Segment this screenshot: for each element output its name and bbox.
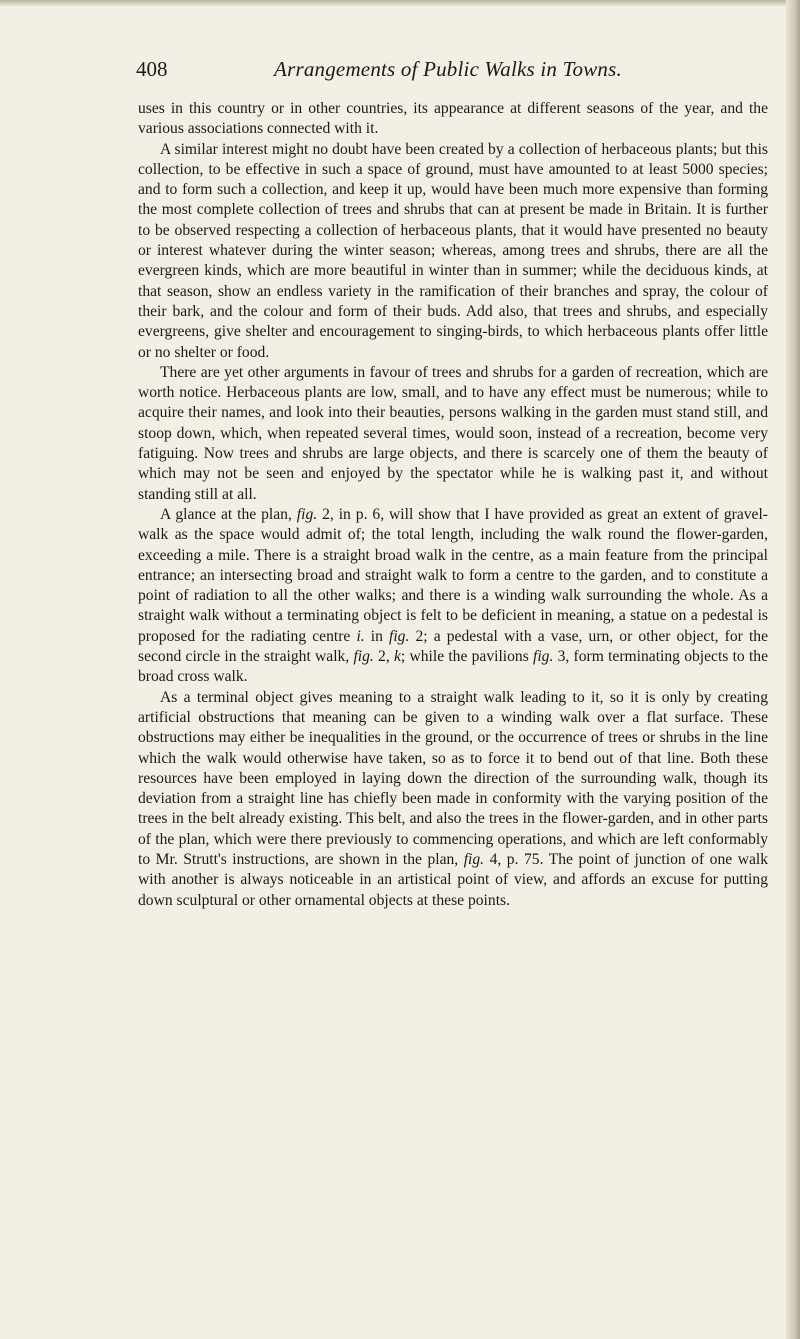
page-right-edge xyxy=(786,0,800,1339)
text-run: A glance at the plan, xyxy=(160,505,297,523)
figure-reference: fig. xyxy=(296,505,318,523)
text-run: in xyxy=(364,627,390,645)
body-text xyxy=(138,99,768,911)
figure-reference: fig. xyxy=(353,648,374,666)
paragraph-5 xyxy=(138,688,768,911)
paragraph-1 xyxy=(138,99,768,140)
text-run: 2, xyxy=(373,648,394,666)
page-top-edge xyxy=(0,0,800,6)
paragraph-4 xyxy=(138,505,768,688)
paragraph-text: There are yet other arguments in favour of trees and shrubs for a garden of recreation, which are worth notice. Herbaceous plants are low, small, and to have any effect must be numerous; while to acquire their names, and look into their beauties, persons walking in the garden must stand still, and stoop down, which, when repeated several times, would soon, instead of a recreation, become very fatiguing. Now trees and shrubs are large objects, and there is scarcely one of them the beauty of which may not be seen and enjoyed by the spectator while he is walking past it, and without standing still at all. xyxy=(138,363,768,503)
text-run: 2, in p. 6, will show that I have provided as great an extent of gravel-walk as the space would admit of; the total length, including the walk round the flower-garden, exceeding a mile. There is a straight broad walk in the centre, as a main feature from the principal entrance; an intersecting broad and straight walk to form a centre to the garden, and to constitute a point of radiation to all the other walks; and there is a winding walk surrounding the whole. As a straight walk without a terminating object is felt to be deficient in meaning, a statue on a pedestal is proposed for the radiating centre xyxy=(138,505,768,645)
paragraph-text: A similar interest might no doubt have been created by a collection of herbaceous plants; but this collection, to be effective in such a space of ground, must have amounted to at least 5000 species; and to form such a collection, and keep it up, would have been much more expensive than forming the most complete collection of trees and shrubs that can at present be made in Britain. It is further to be observed respecting a collection of herbaceous plants, that it would have presented no beauty or interest whatever during the winter season; whereas, among trees and shrubs, there are all the evergreen kinds, which are more beautiful in winter than in summer; while the deciduous kinds, at that season, show an endless variety in the ramification of their branches and spray, the colour of their bark, and the colour and form of their buds. Add also, that trees and shrubs, and especially evergreens, give shelter and encouragement to singing-birds, to which herbaceous plants offer little or no shelter or food. xyxy=(138,140,768,361)
plan-letter: i. xyxy=(356,627,365,645)
page-number: 408 xyxy=(136,57,168,81)
paragraph-text: uses in this country or in other countries, its appearance at different seasons of the year, and the various associations connected with it. xyxy=(138,100,768,138)
figure-reference: fig. xyxy=(533,648,554,666)
text-run: ; while the pavilions xyxy=(400,648,534,666)
running-head: Arrangements of Public Walks in Towns. xyxy=(274,57,622,81)
text-run: 2; a pedestal with a vase, urn, or other object, for the second circle in the straight walk, xyxy=(138,627,768,666)
text-run: 3, form terminating objects to the broad cross walk. xyxy=(138,648,768,686)
text-run: 4, p. 75. The point of junction of one walk with another is always noticeable in an artistical point of view, and affords an excuse for putting down sculptural or other ornamental objects at these points. xyxy=(138,850,769,909)
figure-reference: fig. xyxy=(463,850,485,868)
plan-letter: k xyxy=(393,648,401,666)
paragraph-3 xyxy=(138,363,768,505)
page-header xyxy=(116,56,780,86)
text-run: As a terminal object gives meaning to a straight walk leading to it, so it is only by creating artificial obstructions that meaning can be given to a winding walk over a flat surface. These obstructions may either be inequalities in the ground, or the occurrence of trees or shrubs in the line which the walk would otherwise have taken, so as to force it to bend out of that line. Both these resources have been employed in laying down the direction of the surrounding walk, though its deviation from a straight line has chiefly been made in conformity with the varying position of the trees in the belt already existing. This belt, and also the trees in the flower-garden, and in other parts of the plan, which were there previously to commencing operations, and which are left conformably to Mr. Strutt's instructions, are shown in the plan, xyxy=(138,688,768,868)
paragraph-2 xyxy=(138,140,768,363)
figure-reference: fig. xyxy=(389,627,410,645)
